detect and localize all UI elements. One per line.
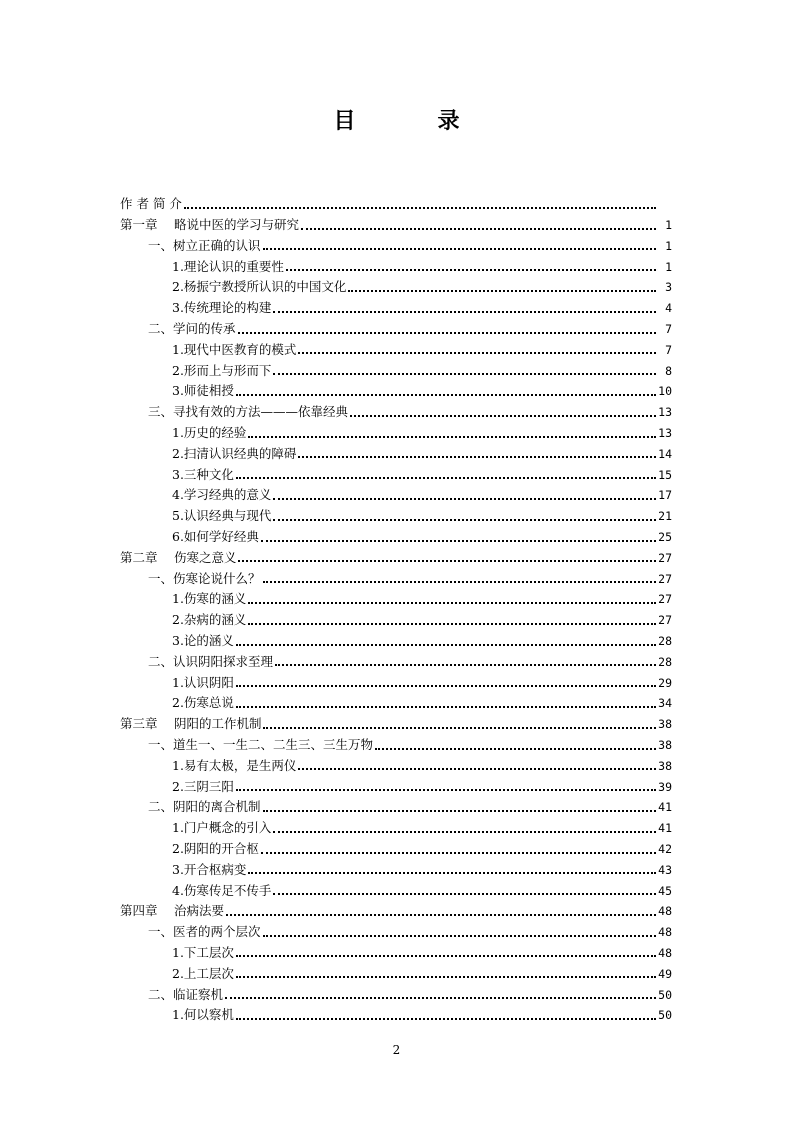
toc-dot-leader <box>226 914 656 916</box>
toc-dot-leader <box>263 935 656 937</box>
toc-entry-label: 一、道生一、一生二、二生三、三生万物 <box>148 737 374 753</box>
toc-entry[interactable] <box>120 668 672 689</box>
table-of-contents <box>120 190 672 1022</box>
toc-entry-label: 一、树立正确的认识 <box>148 237 261 253</box>
toc-entry[interactable] <box>120 939 672 960</box>
toc-entry-page: 41 <box>658 821 672 836</box>
toc-entry[interactable] <box>120 959 672 980</box>
toc-entry[interactable] <box>120 460 672 481</box>
toc-dot-leader <box>348 290 656 292</box>
toc-entry-page: 27 <box>658 550 672 565</box>
toc-dot-leader <box>261 540 656 542</box>
toc-entry-label: 3.传统理论的构建 <box>172 300 272 316</box>
toc-dot-leader <box>263 810 656 812</box>
toc-entry[interactable] <box>120 814 672 835</box>
toc-entry[interactable] <box>120 356 672 377</box>
toc-dot-leader <box>350 415 656 417</box>
toc-dot-leader <box>273 893 656 895</box>
toc-entry-page: 3 <box>665 280 672 295</box>
toc-entry[interactable] <box>120 377 672 398</box>
toc-entry-page: 28 <box>658 634 672 649</box>
toc-entry[interactable] <box>120 1001 672 1022</box>
toc-entry-page: 42 <box>658 842 672 856</box>
toc-entry[interactable] <box>120 211 672 232</box>
toc-entry-page: 27 <box>658 592 672 607</box>
toc-dot-leader <box>298 352 656 354</box>
toc-entry[interactable] <box>120 315 672 336</box>
toc-entry-label: 3.开合枢病变 <box>172 861 247 877</box>
toc-dot-leader <box>238 560 656 562</box>
toc-dot-leader <box>225 997 656 999</box>
toc-dot-leader <box>236 976 656 978</box>
toc-dot-leader <box>273 311 656 313</box>
toc-entry-page: 15 <box>658 467 672 482</box>
toc-entry-page: 41 <box>658 800 672 815</box>
toc-entry-page: 13 <box>658 426 672 441</box>
toc-dot-leader <box>273 373 656 375</box>
toc-dot-leader <box>263 581 656 583</box>
toc-entry[interactable] <box>120 440 672 461</box>
toc-entry-label: 2.三阴三阳 <box>172 778 234 794</box>
toc-entry-label: 作 者 简 介 <box>120 196 182 212</box>
toc-entry-label: 2.伤寒总说 <box>172 695 234 711</box>
toc-entry[interactable] <box>120 606 672 627</box>
toc-entry-page: 48 <box>658 945 672 960</box>
toc-dot-leader <box>273 831 656 833</box>
toc-entry[interactable] <box>120 523 672 544</box>
toc-entry-label: 1.何以察机 <box>172 1007 234 1023</box>
toc-entry-page: 48 <box>658 904 672 919</box>
toc-entry-label: 3.师徒相授 <box>172 383 234 399</box>
toc-entry-page: 50 <box>658 987 672 1002</box>
toc-entry[interactable] <box>120 627 672 648</box>
toc-dot-leader <box>273 498 656 500</box>
toc-entry[interactable] <box>120 294 672 315</box>
toc-entry-page: 25 <box>658 530 672 545</box>
toc-entry[interactable] <box>120 398 672 419</box>
toc-dot-leader <box>301 228 656 230</box>
toc-dot-leader <box>273 519 656 521</box>
page-title: 目 录 <box>333 108 490 134</box>
toc-dot-leader <box>236 644 656 646</box>
toc-entry[interactable] <box>120 793 672 814</box>
toc-entry-page: 7 <box>665 322 672 337</box>
toc-entry-label: 1.历史的经验 <box>172 425 247 441</box>
toc-entry[interactable] <box>120 731 672 752</box>
toc-entry-page: 21 <box>658 509 672 524</box>
toc-entry-label: 一、医者的两个层次 <box>148 924 261 940</box>
toc-entry[interactable] <box>120 252 672 273</box>
toc-entry-label: 第二章 伤寒之意义 <box>120 549 237 565</box>
toc-dot-leader <box>375 748 656 750</box>
toc-entry-label: 二、临证察机 <box>148 986 224 1002</box>
toc-entry-label: 2.形而上与形而下 <box>172 362 272 378</box>
toc-entry[interactable] <box>120 648 672 669</box>
toc-entry-label: 第一章 略说中医的学习与研究 <box>120 217 299 233</box>
toc-entry-page: 8 <box>665 363 672 378</box>
toc-entry-page: 4 <box>665 301 672 316</box>
toc-entry-page: 48 <box>658 925 672 940</box>
toc-entry[interactable] <box>120 856 672 877</box>
toc-entry-label: 4.学习经典的意义 <box>172 487 272 503</box>
toc-entry[interactable] <box>120 481 672 502</box>
toc-entry-label: 2.杂病的涵义 <box>172 612 247 628</box>
toc-entry[interactable] <box>120 232 672 253</box>
toc-entry-page: 38 <box>658 758 672 773</box>
toc-entry-label: 2.上工层次 <box>172 965 234 981</box>
toc-entry-label: 1.伤寒的涵义 <box>172 591 247 607</box>
toc-entry-label: 1.现代中医教育的模式 <box>172 341 297 357</box>
toc-entry-page: 14 <box>658 446 672 461</box>
toc-dot-leader <box>184 207 656 209</box>
toc-entry[interactable] <box>120 190 672 211</box>
toc-entry[interactable] <box>120 772 672 793</box>
toc-entry-page: 38 <box>658 738 672 753</box>
toc-entry-label: 三、寻找有效的方法———依靠经典 <box>148 404 349 420</box>
toc-entry-page: 17 <box>658 488 672 503</box>
toc-dot-leader <box>298 456 656 458</box>
toc-entry-page: 7 <box>665 342 672 357</box>
toc-entry-label: 3.论的涵义 <box>172 633 234 649</box>
toc-entry-page: 34 <box>658 696 672 711</box>
toc-entry-page: 49 <box>658 966 672 981</box>
toc-entry-label: 1.下工层次 <box>172 944 234 960</box>
toc-entry[interactable] <box>120 980 672 1001</box>
page-number: 2 <box>392 1043 401 1057</box>
toc-entry-label: 3.三种文化 <box>172 466 234 482</box>
toc-dot-leader <box>236 789 656 791</box>
toc-dot-leader <box>236 1018 656 1020</box>
toc-entry-label: 5.认识经典与现代 <box>172 508 272 524</box>
toc-dot-leader <box>248 872 656 874</box>
toc-entry-label: 一、伤寒论说什么？ <box>148 570 261 586</box>
toc-entry-label: 第三章 阴阳的工作机制 <box>120 716 262 732</box>
toc-dot-leader <box>236 706 656 708</box>
toc-entry[interactable] <box>120 710 672 731</box>
toc-dot-leader <box>236 955 656 957</box>
toc-entry-page: 38 <box>658 717 672 732</box>
toc-entry-label: 1.理论认识的重要性 <box>172 258 284 274</box>
toc-entry[interactable] <box>120 502 672 523</box>
toc-entry-page: 45 <box>658 883 672 898</box>
toc-entry[interactable] <box>120 419 672 440</box>
toc-entry-page: 28 <box>658 654 672 669</box>
toc-entry[interactable] <box>120 897 672 918</box>
toc-dot-leader <box>236 394 656 396</box>
toc-entry[interactable] <box>120 835 672 856</box>
toc-entry[interactable] <box>120 273 672 294</box>
toc-entry[interactable] <box>120 689 672 710</box>
toc-entry-label: 二、认识阴阳探求至理 <box>148 653 274 669</box>
toc-dot-leader <box>263 727 656 729</box>
toc-entry-page: 27 <box>658 613 672 628</box>
toc-dot-leader <box>248 602 656 604</box>
toc-dot-leader <box>238 332 656 334</box>
toc-dot-leader <box>263 248 656 250</box>
toc-dot-leader <box>248 623 656 625</box>
toc-entry-label: 2.阴阳的开合枢 <box>172 841 259 856</box>
toc-entry-page: 43 <box>658 862 672 877</box>
toc-dot-leader <box>286 269 656 271</box>
toc-entry-page: 1 <box>665 238 672 253</box>
toc-dot-leader <box>261 852 656 854</box>
toc-entry-page: 10 <box>658 384 672 399</box>
toc-entry[interactable] <box>120 918 672 939</box>
toc-entry-label: 第四章 治病法要 <box>120 903 224 919</box>
toc-entry-page: 13 <box>658 405 672 420</box>
toc-entry[interactable] <box>120 752 672 773</box>
toc-entry-page: 1 <box>665 259 672 274</box>
toc-entry-page: 39 <box>658 779 672 794</box>
toc-entry-label: 1.门户概念的引入 <box>172 820 272 836</box>
toc-dot-leader <box>298 768 656 770</box>
toc-entry[interactable] <box>120 544 672 565</box>
toc-dot-leader <box>248 436 656 438</box>
toc-entry-label: 2.杨振宁教授所认识的中国文化 <box>172 279 347 295</box>
toc-entry[interactable] <box>120 564 672 585</box>
toc-entry-page: 50 <box>658 1008 672 1023</box>
toc-entry-page: 27 <box>658 571 672 586</box>
toc-entry[interactable] <box>120 876 672 897</box>
toc-dot-leader <box>236 685 656 687</box>
toc-entry-page: 1 <box>665 218 672 233</box>
toc-entry[interactable] <box>120 585 672 606</box>
toc-entry-label: 1.易有太极，是生两仪 <box>172 757 297 773</box>
toc-entry-label: 6.如何学好经典 <box>172 529 259 545</box>
toc-entry-label: 4.伤寒传足不传手 <box>172 882 272 898</box>
toc-entry-label: 1.认识阴阳 <box>172 674 234 690</box>
toc-dot-leader <box>236 477 656 479</box>
toc-entry-label: 二、学问的传承 <box>148 321 236 337</box>
toc-entry-label: 2.扫清认识经典的障碍 <box>172 445 297 461</box>
toc-dot-leader <box>275 664 656 666</box>
toc-entry-label: 二、阴阳的离合机制 <box>148 799 261 815</box>
toc-entry[interactable] <box>120 336 672 357</box>
toc-entry-page: 29 <box>658 675 672 690</box>
